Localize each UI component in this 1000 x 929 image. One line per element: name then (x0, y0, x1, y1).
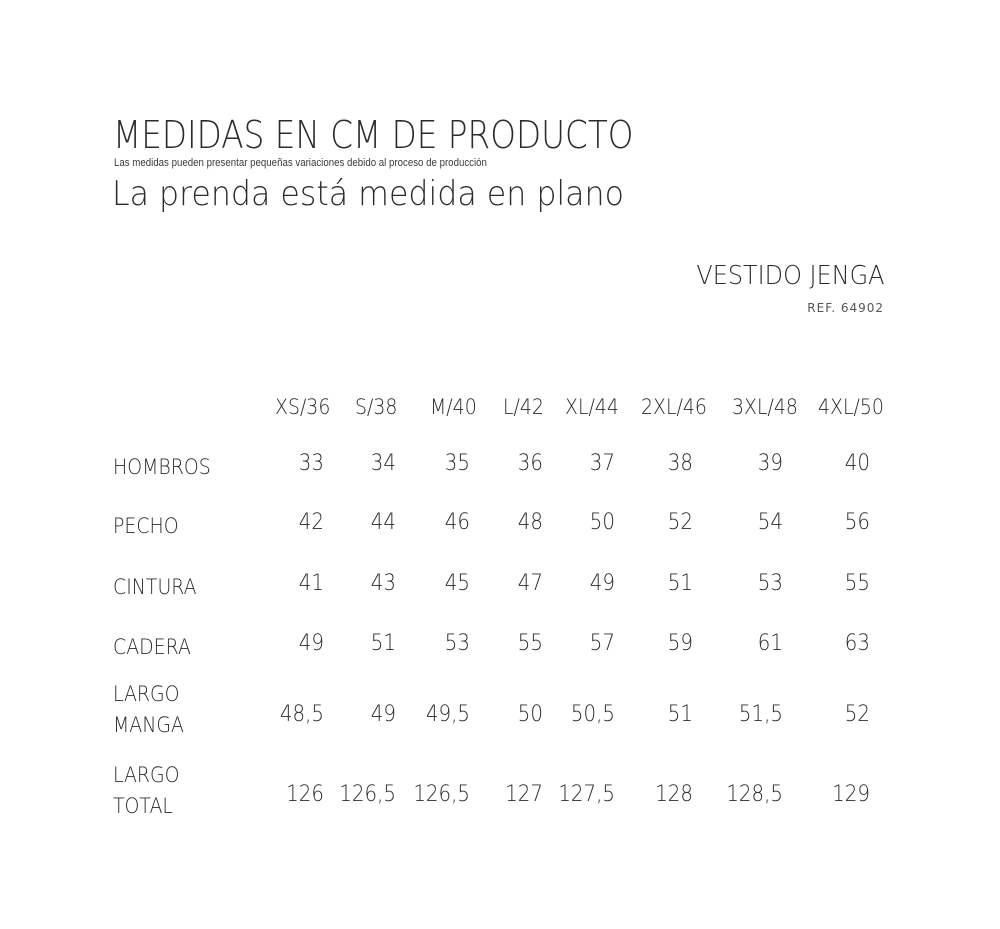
measurement-method: La prenda está medida en plano (112, 174, 624, 214)
measurement-value: 49,5 (425, 702, 470, 727)
measurement-value: 51,5 (738, 702, 783, 727)
measurement-value: 51 (370, 631, 396, 656)
measurement-value: 38 (667, 451, 693, 476)
measurement-value: 127 (505, 782, 543, 807)
row-label: LARGO TOTAL (113, 763, 180, 818)
measurement-value: 37 (589, 451, 615, 476)
size-header: L/42 (503, 395, 544, 419)
row-label: PECHO (113, 514, 179, 538)
measurement-value: 44 (370, 510, 396, 535)
size-header: S/38 (355, 395, 398, 419)
measurement-value: 53 (444, 631, 470, 656)
measurement-value: 53 (757, 571, 783, 596)
measurement-value: 57 (589, 631, 615, 656)
measurement-value: 42 (298, 510, 324, 535)
measurement-value: 128,5 (726, 782, 783, 807)
measurement-value: 59 (667, 631, 693, 656)
size-header: XS/36 (275, 395, 331, 419)
size-header: XL/44 (565, 395, 619, 419)
page-title: MEDIDAS EN CM DE PRODUCTO (113, 113, 634, 157)
row-label: HOMBROS (113, 455, 211, 479)
measurement-value: 127,5 (558, 782, 615, 807)
measurement-value: 63 (844, 631, 870, 656)
measurement-value: 39 (757, 451, 783, 476)
measurement-value: 34 (370, 451, 396, 476)
measurement-value: 52 (667, 510, 693, 535)
measurement-value: 35 (444, 451, 470, 476)
measurement-value: 49 (589, 571, 615, 596)
measurement-value: 48 (517, 510, 543, 535)
size-header: M/40 (430, 395, 477, 419)
measurement-value: 43 (370, 571, 396, 596)
product-ref: REF. 64902 (807, 301, 884, 315)
measurement-value: 50 (517, 702, 543, 727)
size-header: 2XL/46 (641, 395, 707, 419)
measurement-value: 55 (517, 631, 543, 656)
measurement-value: 128 (655, 782, 693, 807)
measurement-value: 49 (298, 631, 324, 656)
size-header: 4XL/50 (818, 395, 884, 419)
product-name: VESTIDO JENGA (695, 261, 884, 291)
size-header: 3XL/48 (732, 395, 798, 419)
row-label: CINTURA (113, 575, 197, 599)
measurement-value: 51 (667, 702, 693, 727)
measurement-value: 52 (844, 702, 870, 727)
measurement-note: Las medidas pueden presentar pequeñas variaciones debido al proceso de producción (114, 157, 487, 169)
measurement-value: 51 (667, 571, 693, 596)
measurement-value: 33 (298, 451, 324, 476)
measurement-value: 36 (517, 451, 543, 476)
measurement-value: 126 (286, 782, 324, 807)
measurement-value: 46 (444, 510, 470, 535)
measurement-value: 56 (844, 510, 870, 535)
measurement-value: 40 (844, 451, 870, 476)
measurement-value: 45 (444, 571, 470, 596)
measurement-value: 41 (298, 571, 324, 596)
measurement-value: 126,5 (413, 782, 470, 807)
measurement-value: 48,5 (279, 702, 324, 727)
measurement-value: 47 (517, 571, 543, 596)
measurement-value: 126,5 (339, 782, 396, 807)
measurement-value: 55 (844, 571, 870, 596)
measurement-value: 49 (370, 702, 396, 727)
row-label: CADERA (113, 635, 191, 659)
measurement-value: 129 (832, 782, 870, 807)
measurement-value: 61 (757, 631, 783, 656)
measurement-value: 50 (589, 510, 615, 535)
row-label: LARGO MANGA (113, 682, 184, 737)
measurement-value: 54 (757, 510, 783, 535)
measurement-value: 50,5 (570, 702, 615, 727)
